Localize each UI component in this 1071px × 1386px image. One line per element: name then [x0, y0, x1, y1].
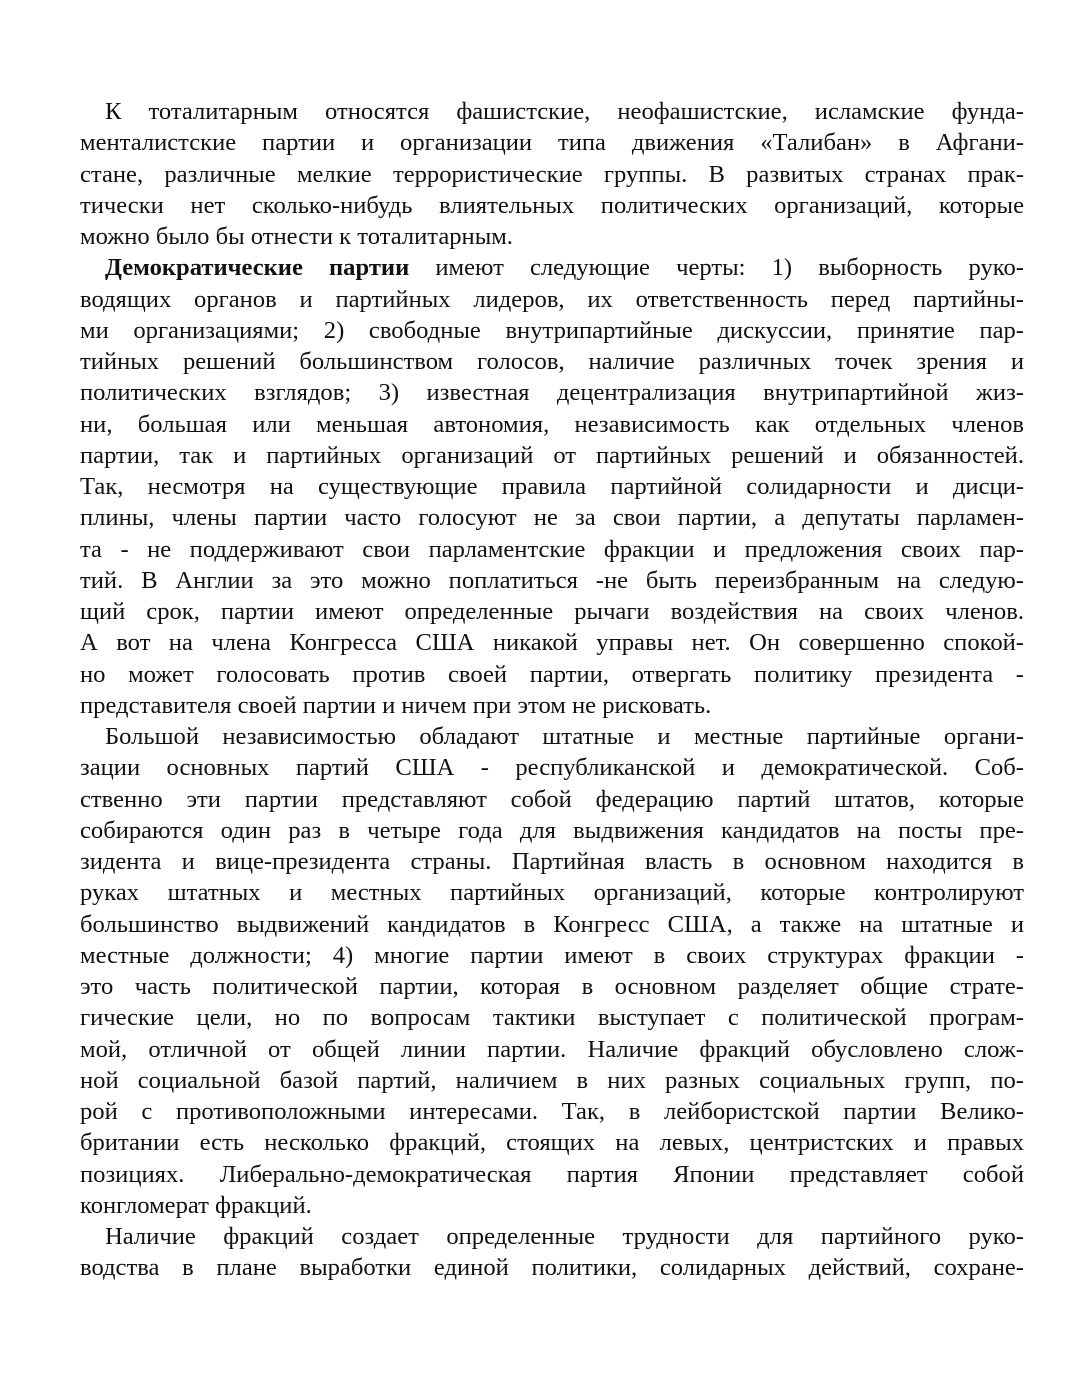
paragraph-democratic-parties: [80, 252, 1024, 721]
text-line: К тоталитарным относятся фашистские, неофашистские, исламские фунда-: [105, 98, 1024, 125]
text-line: партии, так и партийных организаций от партийных решений и обязанностей.: [80, 441, 1024, 469]
text-line-rest: имеют следующие черты: 1) выборность руко-: [409, 254, 1024, 282]
text-line: ми организациями; 2) свободные внутрипартийные дискуссии, принятие пар-: [80, 316, 1024, 344]
text-line: [80, 252, 1024, 283]
text-line: зации основных партий США - республиканской и демократической. Соб-: [80, 754, 1024, 782]
text-line: ной социальной базой партий, наличием в них разных социальных групп, по-: [80, 1066, 1024, 1094]
paragraph-factions: [80, 1221, 1024, 1284]
text-line: большинство выдвижений кандидатов в Конгресс США, а также на штатные и: [80, 910, 1024, 938]
text-line: можно было бы отнести к тоталитарным.: [80, 223, 513, 250]
text-line: ни, большая или меньшая автономия, независимость как отдельных членов: [80, 410, 1024, 438]
text-line: гические цели, но по вопросам тактики выступает с политической програм-: [80, 1004, 1024, 1032]
text-line: британии есть несколько фракций, стоящих на левых, центристских и правых: [80, 1129, 1024, 1157]
text-line: водящих органов и партийных лидеров, их ответственность перед партийны-: [80, 285, 1024, 313]
text-line: тически нет сколько-нибудь влиятельных политических организаций, которые: [80, 191, 1024, 219]
text-line: Так, несмотря на существующие правила партийной солидарности и дисци-: [80, 473, 1024, 500]
text-line: зидента и вице-президента страны. Партийная власть в основном находится в: [80, 848, 1024, 875]
text-line: плины, члены партии часто голосуют не за свои партии, а депутаты парламен-: [80, 504, 1024, 532]
paragraph-independence: [80, 721, 1024, 1221]
text-line: тий. В Англии за это можно поплатиться -не быть переизбранным на следую-: [80, 566, 1024, 594]
text-line: представителя своей партии и ничем при этом не рисковать.: [80, 691, 712, 719]
text-line: конгломерат фракций.: [80, 1191, 312, 1219]
text-line: А вот на члена Конгресса США никакой управы нет. Он совершенно спокой-: [80, 629, 1024, 657]
text-line: менталистские партии и организации типа движения «Талибан» в Афгани-: [80, 129, 1024, 157]
text-line: это часть политической партии, которая в основном разделяет общие страте-: [80, 973, 1024, 1000]
text-line: но может голосовать против своей партии, отвергать политику президента -: [80, 660, 1024, 688]
bold-term: Демократические партии: [105, 254, 410, 282]
text-line: политических взглядов; 3) известная децентрализация внутрипартийной жиз-: [80, 379, 1024, 407]
text-line: мой, отличной от общей линии партии. Наличие фракций обусловлено слож-: [80, 1035, 1024, 1063]
paragraph-totalitarian: [80, 96, 1024, 252]
text-line: та - не поддерживают свои парламентские фракции и предложения своих пар-: [80, 535, 1024, 563]
text-line: позициях. Либерально-демократическая партия Японии представляет собой: [80, 1160, 1024, 1188]
text-line: местные должности; 4) многие партии имеют в своих структурах фракции -: [80, 941, 1024, 969]
document-page: [80, 96, 1024, 1284]
text-line: руках штатных и местных партийных организаций, которые контролируют: [80, 879, 1024, 907]
text-line: Наличие фракций создает определенные трудности для партийного руко-: [105, 1223, 1024, 1250]
text-line: стане, различные мелкие террористические группы. В развитых странах прак-: [80, 160, 1024, 188]
text-line: Большой независимостью обладают штатные и местные партийные органи-: [105, 723, 1024, 750]
text-line: щий срок, партии имеют определенные рычаги воздействия на своих членов.: [80, 598, 1024, 625]
text-line: тийных решений большинством голосов, наличие различных точек зрения и: [80, 348, 1024, 375]
text-line: собираются один раз в четыре года для выдвижения кандидатов на посты пре-: [80, 816, 1024, 844]
text-line: ственно эти партии представляют собой федерацию партий штатов, которые: [80, 785, 1024, 813]
text-line: рой с противоположными интересами. Так, в лейбористской партии Велико-: [80, 1098, 1024, 1125]
text-line: водства в плане выработки единой политики, солидарных действий, сохране-: [80, 1254, 1024, 1282]
